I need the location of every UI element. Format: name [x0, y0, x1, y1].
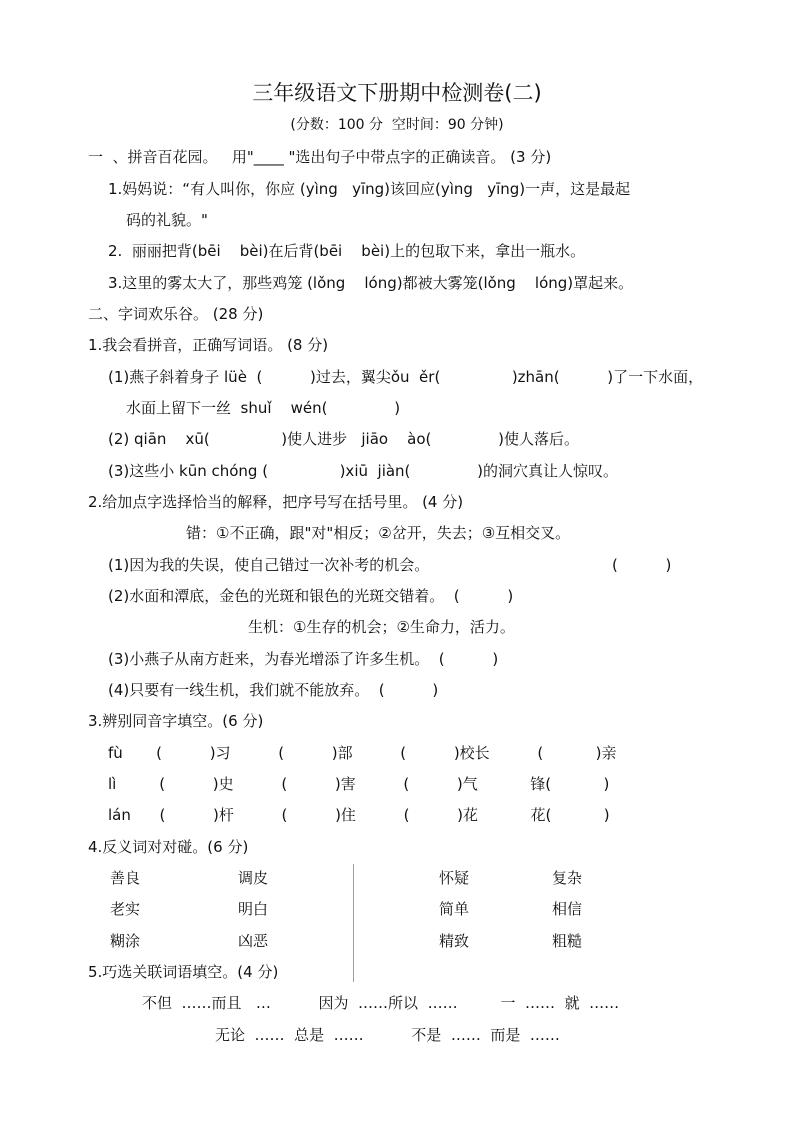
s2-q3-row-fu: fù ( )习 ( )部 ( )校长 ( )亲	[108, 744, 617, 762]
s1-question-2: 2. 丽丽把背(bēi bèi)在后背(bēi bèi)上的包取下来，拿出一瓶水。	[108, 242, 586, 260]
s2-q5-heading: 5.巧选关联词语填空。(4 分)	[88, 963, 279, 981]
s2-q1-heading: 1.我会看拼音，正确写词语。 (8 分)	[88, 336, 329, 354]
page-title: 三年级语文下册期中检测卷(二)	[252, 81, 542, 105]
s2-q3-heading: 3.辨别同音字填空。(6 分)	[88, 712, 264, 730]
antonym-word: 粗糙	[552, 932, 583, 950]
antonym-word: 凶恶	[238, 932, 269, 950]
column-divider	[353, 864, 354, 982]
s2-q2-item-4: (4)只要有一线生机，我们就不能放弃。 ( )	[108, 681, 439, 699]
antonym-word: 精致	[439, 932, 470, 950]
s1-question-1-line-1: 1.妈妈说：“有人叫你，你应 (yìng yīng)该回应(yìng yīng)一声，这是最起	[108, 180, 631, 198]
antonym-word: 简单	[439, 900, 470, 918]
s2-q1-line-4: (3)这些小 kūn chóng ( )xiū jiàn( )的洞穴真让人惊叹。	[108, 462, 619, 480]
s2-q1-line-3: (2) qiān xū( )使人进步 jiāo ào( )使人落后。	[108, 430, 579, 448]
s1-question-3: 3.这里的雾太大了，那些鸡笼 (lǒng lóng)都被大雾笼(lǒng lóng)罩起来。	[108, 274, 634, 292]
s2-q2-item-1-blank: ( )	[612, 556, 672, 574]
antonym-word: 怀疑	[439, 869, 470, 887]
s2-q1-line-1: (1)燕子斜着身子 lüè ( )过去，翼尖ǒu ěr( )zhān( )了一下水面，	[108, 368, 704, 386]
antonym-word: 老实	[110, 900, 141, 918]
s2-q3-row-li: lì ( )史 ( )害 ( )气 锋( )	[108, 775, 610, 793]
s2-q4-heading: 4.反义词对对碰。(6 分)	[88, 838, 249, 856]
s1-question-1-line-2: 码的礼貌。"	[126, 211, 208, 229]
s2-q2-definition-2: 生机：①生存的机会；②生命力，活力。	[248, 618, 515, 636]
antonym-word: 相信	[552, 900, 583, 918]
s2-q2-item-3: (3)小燕子从南方赶来，为春光增添了许多生机。 ( )	[108, 650, 499, 668]
s2-q3-row-lan: lán ( )杆 ( )住 ( )花 花( )	[108, 806, 610, 824]
s2-q1-line-2: 水面上留下一丝 shuǐ wén( )	[126, 399, 401, 417]
antonym-word: 糊涂	[110, 932, 141, 950]
s2-q2-definition-1: 错：①不正确，跟"对"相反；②岔开，失去；③互相交叉。	[186, 524, 571, 542]
s2-q5-options-row-2: 无论 …… 总是 …… 不是 …… 而是 ……	[215, 1026, 560, 1044]
antonym-word: 调皮	[238, 869, 269, 887]
antonym-word: 明白	[238, 900, 269, 918]
page-subtitle: (分数：100 分 空时间：90 分钟)	[290, 117, 504, 133]
section-2-heading: 二、字词欢乐谷。 (28 分)	[88, 305, 264, 323]
antonym-word: 复杂	[552, 869, 583, 887]
s2-q2-item-2: (2)水面和潭底，金色的光斑和银色的光斑交错着。 ( )	[108, 587, 514, 605]
section-1-heading: 一 、拼音百花园。 用"____ "选出句子中带点字的正确读音。 (3 分)	[88, 148, 552, 166]
s2-q5-options-row-1: 不但 ……而且 … 因为 ……所以 …… 一 …… 就 ……	[142, 994, 620, 1012]
s2-q2-item-1: (1)因为我的失误，使自己错过一次补考的机会。	[108, 556, 430, 574]
antonym-word: 善良	[110, 869, 141, 887]
s2-q2-heading: 2.给加点字选择恰当的解释，把序号写在括号里。 (4 分)	[88, 493, 464, 511]
